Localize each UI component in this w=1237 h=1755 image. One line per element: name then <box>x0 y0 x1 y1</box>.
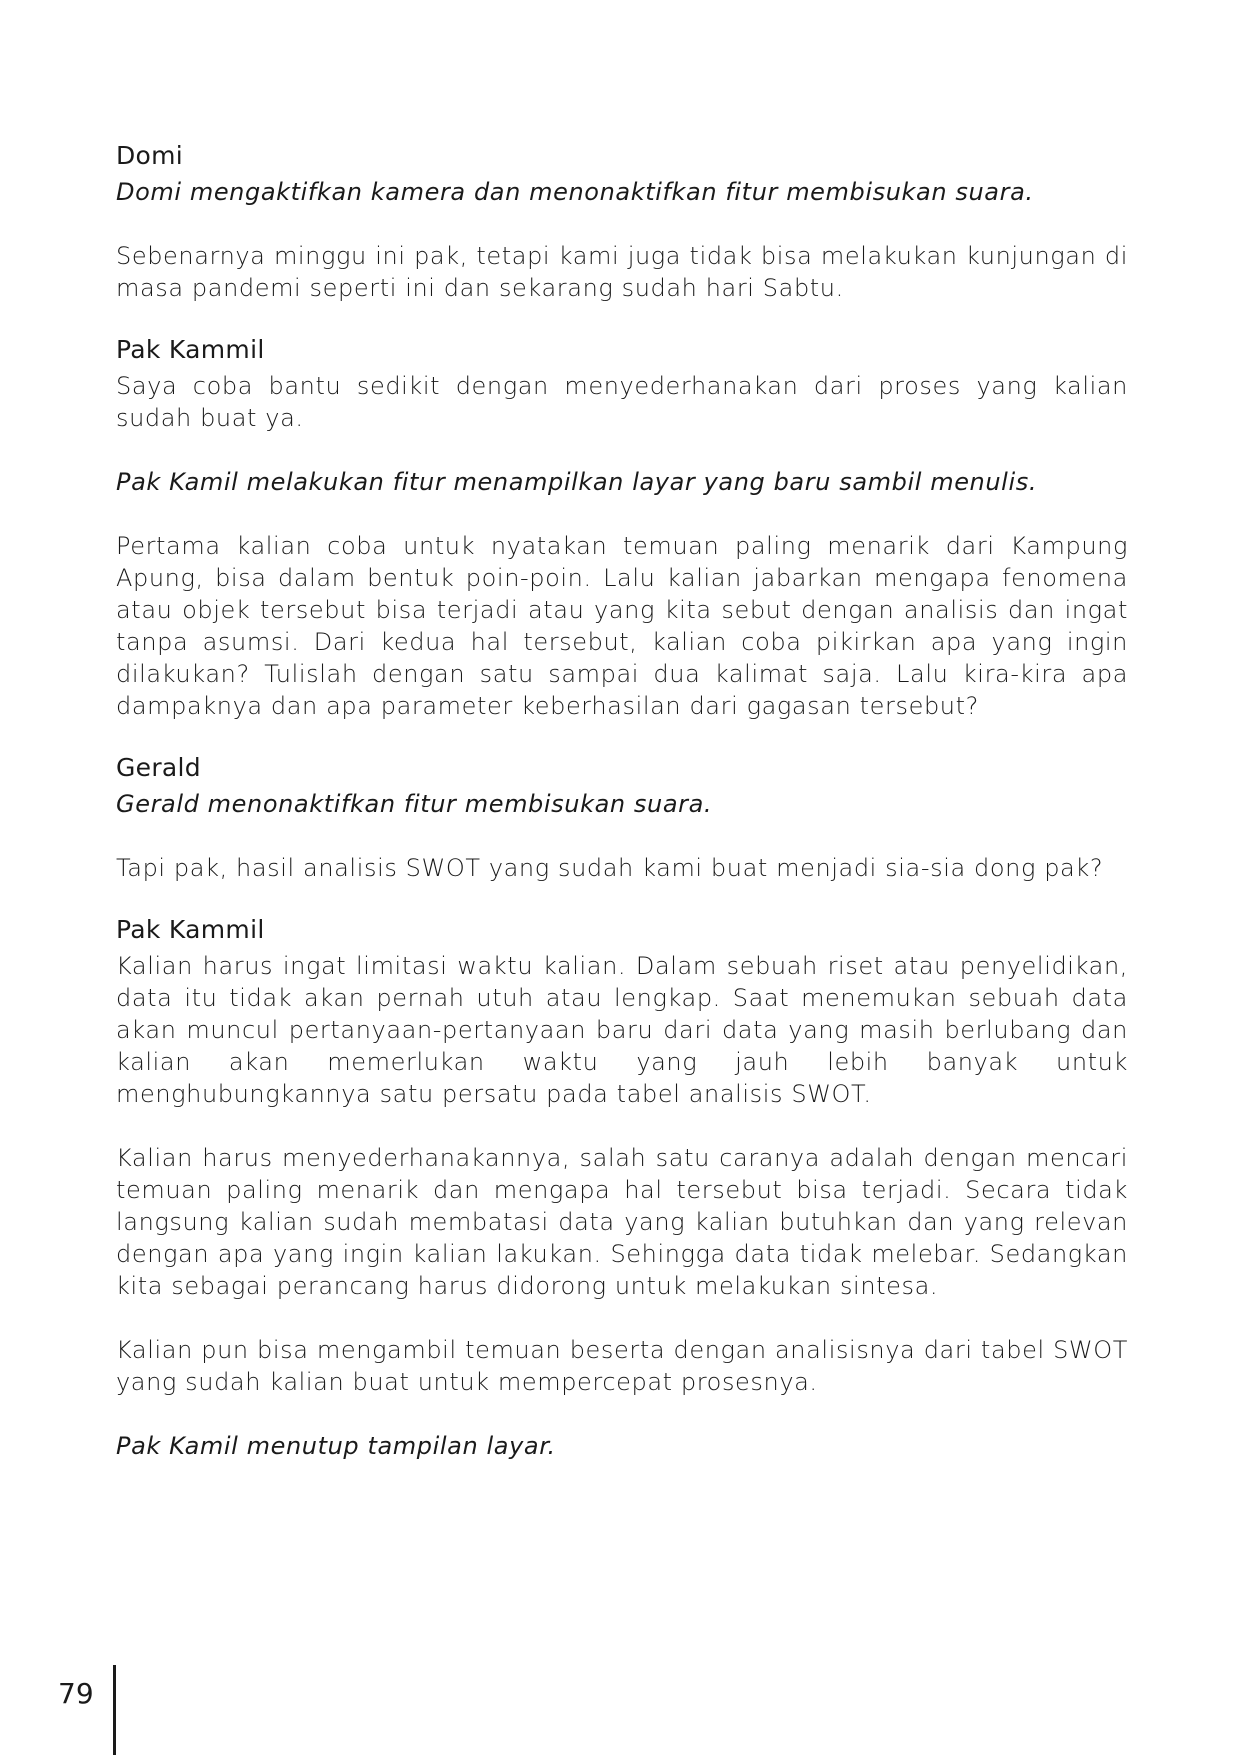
stage-direction: Pak Kamil melakukan fitur menampilkan layar yang baru sambil menulis. <box>116 468 1038 496</box>
page-number: 79 <box>58 1677 94 1710</box>
dialogue-paragraph: Saya coba bantu sedikit dengan menyederhanakan dari proses yang kalian sudah buat ya. <box>116 372 1128 432</box>
dialogue-block-pak-kammil-2 <box>116 914 1128 1462</box>
dialogue-paragraph: Pertama kalian coba untuk nyatakan temuan paling menarik dari Kampung Apung, bisa dalam bentuk poin-poin. Lalu kalian jabarkan mengapa fenomena atau objek tersebut bisa terjadi atau yang kita sebut dengan analisis dan ingat tanpa asumsi. Dari kedua hal tersebut, kalian coba pikirkan apa yang ingin dilakukan? Tulislah dengan satu sampai dua kalimat saja. Lalu kira-kira apa dampaknya dan apa parameter keberhasilan dari gagasan tersebut? <box>116 532 1128 720</box>
speaker-name: Pak Kammil <box>116 335 265 364</box>
speaker-name: Domi <box>116 141 184 170</box>
stage-direction: Domi mengaktifkan kamera dan menonaktifkan fitur membisukan suara. <box>116 178 1034 206</box>
dialogue-paragraph: Kalian harus menyederhanakannya, salah satu caranya adalah dengan mencari temuan paling menarik dan mengapa hal tersebut bisa terjadi. Secara tidak langsung kalian sudah membatasi data yang kalian butuhkan dan yang relevan dengan apa yang ingin kalian lakukan. Sehingga data tidak melebar. Sedangkan kita sebagai perancang harus didorong untuk melakukan sintesa. <box>116 1144 1128 1300</box>
dialogue-block-pak-kammil <box>116 334 1128 722</box>
dialogue-paragraph: Sebenarnya minggu ini pak, tetapi kami juga tidak bisa melakukan kunjungan di masa pandemi seperti ini dan sekarang sudah hari Sabtu. <box>116 242 1128 302</box>
dialogue-paragraph: Kalian harus ingat limitasi waktu kalian. Dalam sebuah riset atau penyelidikan, data itu tidak akan pernah utuh atau lengkap. Saat menemukan sebuah data akan muncul pertanyaan-pertanyaan baru dari data yang masih berlubang dan kalian akan memerlukan waktu yang jauh lebih banyak untuk menghubungkannya satu persatu pada tabel analisis SWOT. <box>116 952 1128 1108</box>
page-footer <box>0 1665 130 1755</box>
dialogue-paragraph: Tapi pak, hasil analisis SWOT yang sudah kami buat menjadi sia-sia dong pak? <box>116 854 1104 882</box>
speaker-name: Pak Kammil <box>116 915 265 944</box>
dialogue-block-gerald <box>116 752 1128 884</box>
document-body <box>116 140 1128 1492</box>
dialogue-block-domi <box>116 140 1128 304</box>
footer-divider <box>113 1665 116 1755</box>
stage-direction: Gerald menonaktifkan fitur membisukan suara. <box>116 790 713 818</box>
dialogue-paragraph: Kalian pun bisa mengambil temuan beserta dengan analisisnya dari tabel SWOT yang sudah kalian buat untuk mempercepat prosesnya. <box>116 1336 1128 1396</box>
stage-direction: Pak Kamil menutup tampilan layar. <box>116 1432 556 1460</box>
speaker-name: Gerald <box>116 753 201 782</box>
